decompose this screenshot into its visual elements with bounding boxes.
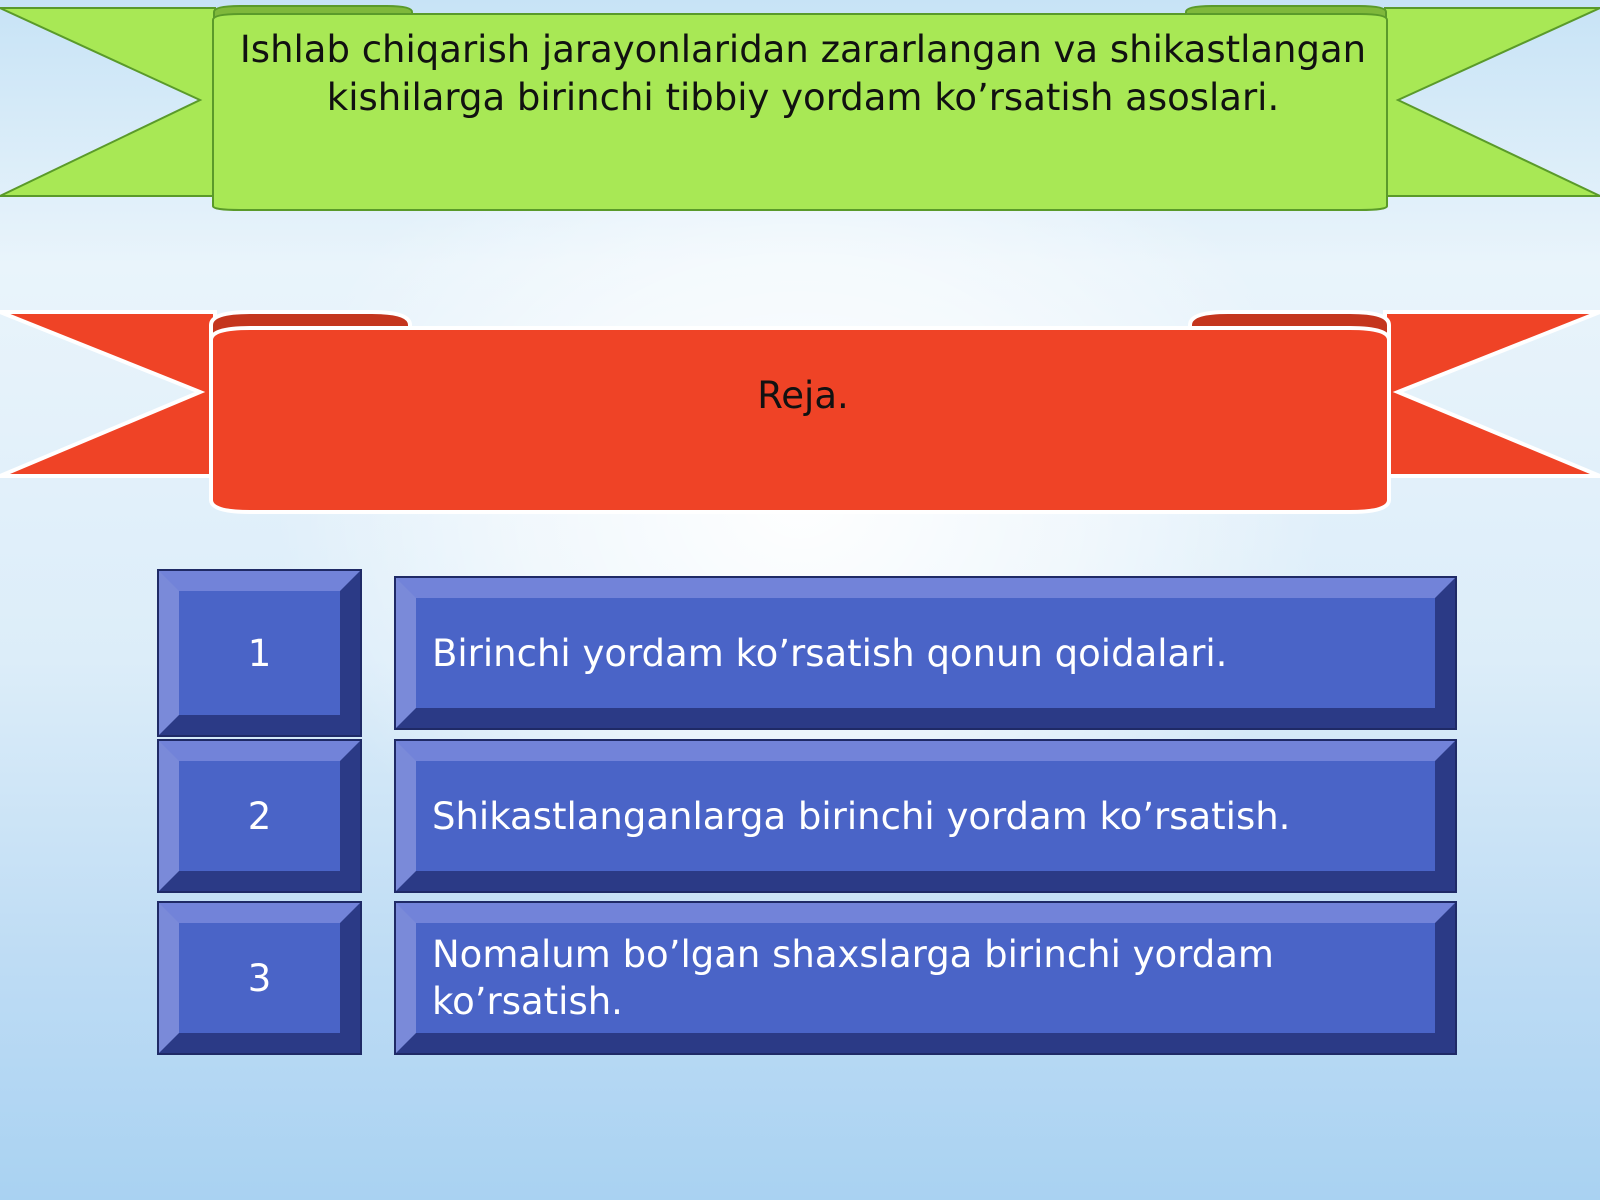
plan-item-box	[396, 741, 1455, 891]
plan-number-tile	[159, 903, 360, 1053]
plan-number: 2	[247, 794, 272, 838]
slide-title: Ishlab chiqarish jarayonlaridan zararlangan va shikastlangan kishilarga birinchi tibbiy yordam ko’rsatish asoslari.	[239, 28, 1367, 119]
plan-heading: Reja.	[757, 374, 849, 417]
plan-number-tile	[159, 741, 360, 891]
plan-number: 1	[247, 631, 272, 675]
plan-item-box	[396, 578, 1455, 728]
plan-number-tile	[159, 571, 360, 735]
plan-item-text: Birinchi yordam ko’rsatish qonun qoidalari.	[432, 631, 1228, 675]
plan-item-text: Shikastlanganlarga birinchi yordam ko’rsatish.	[432, 794, 1291, 838]
plan-number: 3	[247, 956, 272, 1000]
plan-item-box	[396, 903, 1455, 1053]
plan-item-text: Nomalum bo’lgan shaxslarga birinchi yordam ko’rsatish.	[432, 933, 1274, 1023]
